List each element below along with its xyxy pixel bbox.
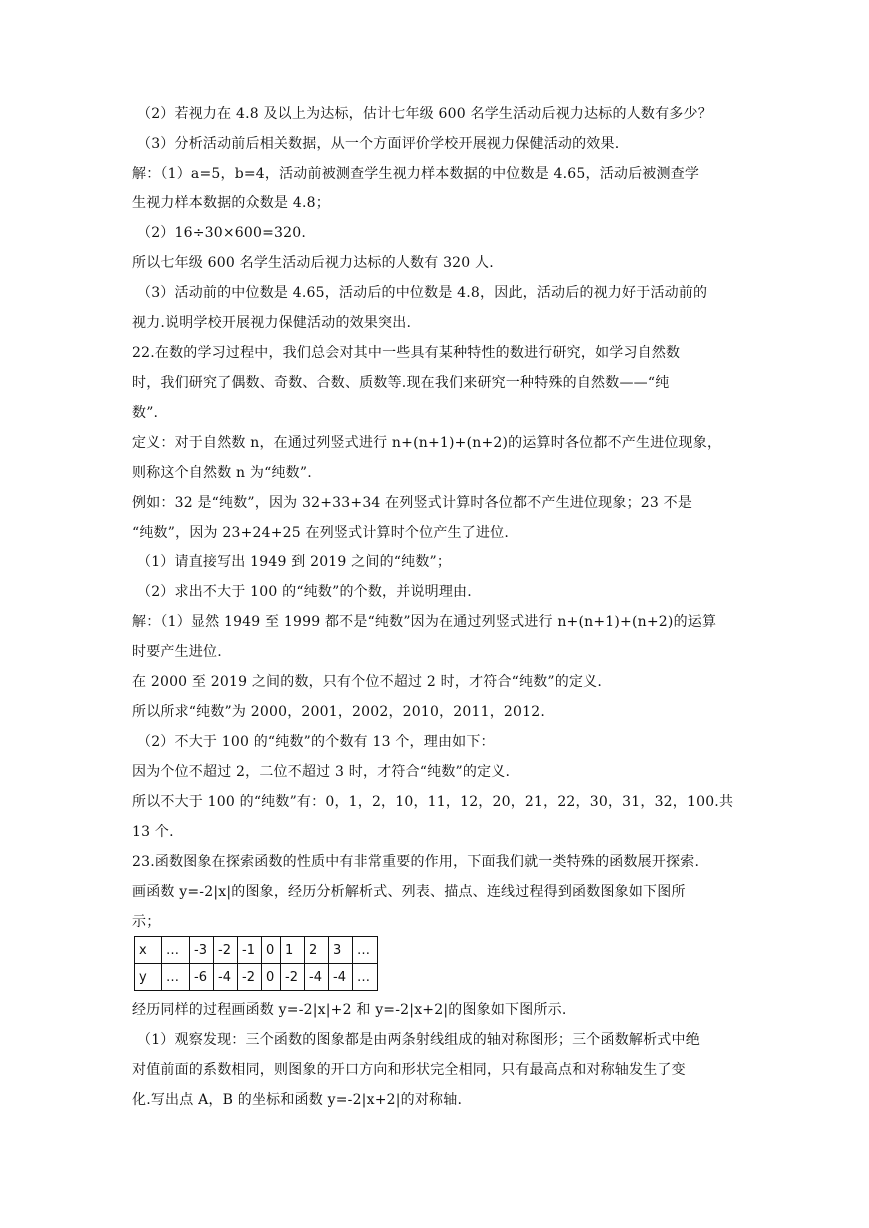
text-line: （2）求出不大于 100 的“纯数”的个数，并说明理由. (137, 584, 472, 600)
text-line: 视力.说明学校开展视力保健活动的效果突出. (132, 315, 412, 331)
text-line: 画函数 y=-2|x|的图象，经历分析解析式、列表、描点、连线过程得到函数图象如下图所 (132, 884, 686, 900)
text-line: （2）不大于 100 的“纯数”的个数有 13 个，理由如下： (137, 734, 495, 750)
text-line: 生视力样本数据的众数是 4.8； (132, 195, 330, 211)
text-line: （2）16÷30×600=320. (137, 225, 307, 241)
text-line: “纯数”，因为 23+24+25 在列竖式计算时个位产生了进位. (132, 525, 509, 541)
text-line: （3）活动前的中位数是 4.65，活动后的中位数是 4.8，因此，活动后的视力好于活动前的 (137, 285, 708, 301)
text-line: 23.函数图象在探索函数的性质中有非常重要的作用，下面我们就一类特殊的函数展开探索. (132, 854, 700, 870)
text-line: （1）观察发现：三个函数的图象都是由两条射线组成的轴对称图形；三个函数解析式中绝 (137, 1032, 700, 1048)
table-cell: -4 (329, 964, 353, 991)
table-cell: y (135, 964, 162, 991)
table-cell: -2 (238, 964, 262, 991)
table-cell: … (162, 964, 190, 991)
text-line: 时，我们研究了偶数、奇数、合数、质数等.现在我们来研究一种特殊的自然数——“纯 (132, 375, 670, 391)
text-line: 所以七年级 600 名学生活动后视力达标的人数有 320 人. (132, 255, 494, 271)
text-line: 在 2000 至 2019 之间的数，只有个位不超过 2 时，才符合“纯数”的定义. (132, 674, 603, 690)
text-line: 时要产生进位. (132, 644, 222, 660)
text-line: （2）若视力在 4.8 及以上为达标，估计七年级 600 名学生活动后视力达标的人数有多少？ (137, 106, 712, 122)
text-line: 所以所求“纯数”为 2000，2001，2002，2010，2011，2012. (132, 704, 545, 720)
table-cell: 3 (329, 937, 353, 964)
text-line: 示； (132, 914, 161, 930)
table-cell: 1 (281, 937, 305, 964)
xy-value-table (134, 936, 378, 991)
table-row (135, 964, 378, 991)
text-line: （3）分析活动前后相关数据，从一个方面评价学校开展视力保健活动的效果. (137, 136, 620, 152)
table-cell: -4 (214, 964, 238, 991)
text-line: 22.在数的学习过程中，我们总会对其中一些具有某种特性的数进行研究，如学习自然数 (132, 345, 681, 361)
text-line: 所以不大于 100 的“纯数”有：0，1，2，10，11，12，20，21，22，30，31，32，100.共 (132, 794, 734, 810)
table-cell: 0 (262, 937, 281, 964)
table-cell: -2 (281, 964, 305, 991)
text-line: 13 个. (132, 824, 174, 840)
text-line: 经历同样的过程画函数 y=-2|x|+2 和 y=-2|x+2|的图象如下图所示. (132, 1002, 567, 1018)
table-cell: 2 (305, 937, 329, 964)
table-cell: -1 (238, 937, 262, 964)
table-cell: … (353, 964, 378, 991)
text-line: 解：（1）显然 1949 至 1999 都不是“纯数”因为在通过列竖式进行 n+(n+1)+(n+2)的运算 (132, 614, 717, 630)
table-row (135, 937, 378, 964)
text-line: 数”. (132, 405, 159, 421)
table-cell: … (162, 937, 190, 964)
text-line: （1）请直接写出 1949 到 2019 之间的“纯数”； (137, 554, 452, 570)
table-cell: -3 (190, 937, 214, 964)
table-cell: … (353, 937, 378, 964)
text-line: 因为个位不超过 2，二位不超过 3 时，才符合“纯数”的定义. (132, 764, 511, 780)
table-cell: 0 (262, 964, 281, 991)
table-cell: -4 (305, 964, 329, 991)
text-line: 化.写出点 A，B 的坐标和函数 y=-2|x+2|的对称轴. (132, 1092, 463, 1108)
text-line: 例如：32 是“纯数”，因为 32+33+34 在列竖式计算时各位都不产生进位现象；23 不是 (132, 495, 693, 511)
text-line: 解：（1）a=5，b=4，活动前被测查学生视力样本数据的中位数是 4.65，活动后被测查学 (132, 166, 700, 182)
table-cell: -2 (214, 937, 238, 964)
text-line: 定义：对于自然数 n，在通过列竖式进行 n+(n+1)+(n+2)的运算时各位都不产生进位现象， (132, 435, 722, 451)
table-cell: -6 (190, 964, 214, 991)
table-cell: x (135, 937, 162, 964)
text-line: 则称这个自然数 n 为“纯数”. (132, 465, 312, 481)
text-line: 对值前面的系数相同，则图象的开口方向和形状完全相同，只有最高点和对称轴发生了变 (132, 1062, 686, 1078)
